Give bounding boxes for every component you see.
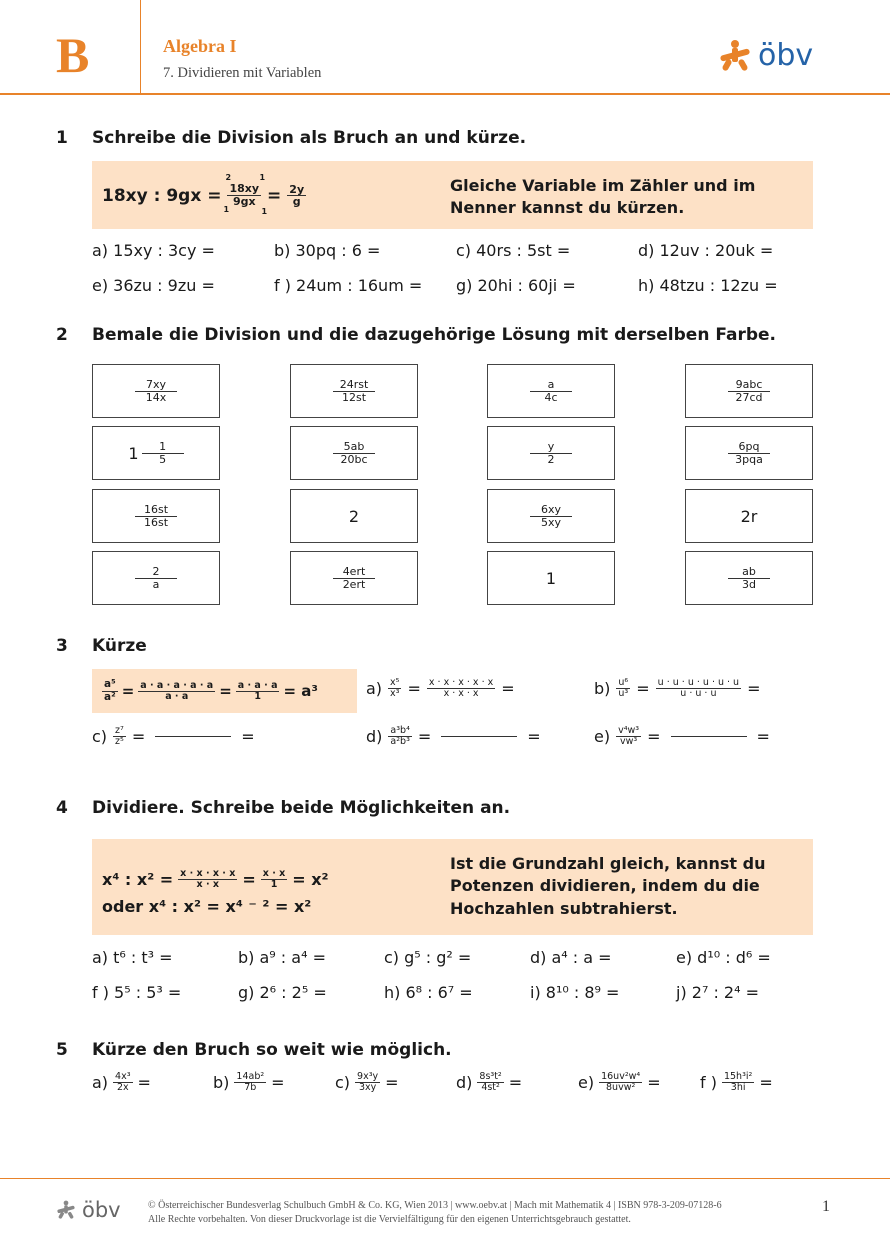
page-subtitle: 7. Dividieren mit Variablen	[163, 65, 322, 81]
exercise-number: 5	[56, 1040, 68, 1060]
match-card[interactable]	[685, 364, 813, 418]
task-item: a) 15xy : 3cy =	[92, 241, 215, 260]
task-item: e) $\frac{\text{v⁴w³}}{\text{vw³}}$ = =	[594, 725, 770, 747]
match-card[interactable]	[92, 364, 220, 418]
hint-text: Ist die Grundzahl gleich, kannst du Potenzen dividieren, indem du die Hochzahlen subtrahierst.	[450, 854, 766, 918]
match-card[interactable]	[290, 489, 418, 543]
match-card[interactable]	[685, 551, 813, 605]
match-card[interactable]	[290, 364, 418, 418]
card-fraction: 5ab 20bc	[333, 441, 375, 465]
card-fraction: 9abc 27cd	[728, 379, 770, 403]
task-item: c) $\frac{\text{9x³y}}{3xy}$ =	[335, 1071, 399, 1093]
match-card[interactable]	[685, 426, 813, 480]
card-whole: 1	[128, 443, 139, 463]
match-card[interactable]	[290, 426, 418, 480]
example-lhs: 18xy : 9gx =	[102, 185, 222, 206]
exercise-instruction: Schreibe die Division als Bruch an und kürze.	[92, 128, 527, 148]
equals-sign: =	[219, 682, 232, 700]
task-item: e) d¹⁰ : d⁶ =	[676, 948, 771, 967]
match-card[interactable]	[487, 426, 615, 480]
logo-text: öbv	[758, 38, 814, 73]
card-fraction: 1 5	[142, 441, 184, 465]
card-fraction: ab 3d	[728, 566, 770, 590]
task-item: h) 6⁸ : 6⁷ =	[384, 983, 473, 1002]
exercise-number: 3	[56, 636, 68, 656]
card-fraction: 6xy 5xy	[530, 504, 572, 528]
fraction: $\frac{\text{a⁵}}{\text{a²}}$	[104, 678, 116, 703]
page-number: 1	[822, 1198, 830, 1215]
task-item: g) 2⁶ : 2⁵ =	[238, 983, 327, 1002]
hint-text: Gleiche Variable im Zähler und im Nenner kannst du kürzen.	[450, 176, 756, 218]
exercise-instruction: Bemale die Division und die dazugehörige Lösung mit derselben Farbe.	[92, 325, 776, 345]
copyright-text: © Österreichischer Bundesverlag Schulbuch GmbH & Co. KG, Wien 2013 | www.oebv.at | Mach mit Mathematik 4 | ISBN 978-3-209-07128-6 Alle Rechte vorbehalten. Von dieser Druckvorlage ist die Vervielfältigung für den eigenen Unterrichtsgebrauch gestattet.	[148, 1200, 722, 1225]
task-item: d) a⁴ : a =	[530, 948, 612, 967]
example-equation-alt: oder x⁴ : x² = x⁴ ⁻ ² = x²	[102, 897, 312, 916]
task-item: g) 20hi : 60ji =	[456, 276, 576, 295]
equals-sign: =	[121, 682, 135, 700]
card-fraction: 2 a	[135, 566, 177, 590]
task-item: a) $\frac{\text{x⁵}}{\text{x³}}$ = $\frac{x \cdot x \cdot x \cdot x \cdot x}{x \cdot x \cdot x}$ =	[366, 677, 515, 699]
example-equation: x⁴ : x² = $\frac{x \cdot x \cdot x \cdot x}{x \cdot x}$ = $\frac{x \cdot x}{1}$ = x²	[102, 868, 329, 890]
cancel-note: 1	[259, 173, 266, 182]
footer-rule	[0, 1178, 890, 1179]
header-rule	[0, 93, 890, 95]
example-box	[92, 161, 813, 229]
task-item: f ) 5⁵ : 5³ =	[92, 983, 182, 1002]
publisher-logo	[718, 38, 813, 73]
exercise-number: 2	[56, 325, 68, 345]
cancel-note: 1	[261, 207, 268, 217]
exercise-number: 1	[56, 128, 68, 148]
result: = a³	[283, 682, 318, 700]
example-equation	[102, 173, 306, 217]
logo-text: öbv	[82, 1198, 121, 1222]
fraction-numerator: 18xy	[229, 182, 260, 195]
exercise-instruction: Dividiere. Schreibe beide Möglichkeiten an.	[92, 798, 511, 818]
match-card[interactable]	[487, 364, 615, 418]
exercise-number: 4	[56, 798, 68, 818]
cancel-note: 1	[223, 205, 230, 215]
example-box	[92, 839, 813, 935]
footer-logo	[56, 1198, 121, 1222]
task-item: i) 8¹⁰ : 8⁹ =	[530, 983, 620, 1002]
page-title: Algebra I	[163, 36, 237, 56]
example-fraction	[223, 173, 268, 217]
card-fraction: 4ert 2ert	[333, 566, 375, 590]
card-value: 2	[348, 506, 360, 526]
exercise-instruction: Kürze	[92, 636, 147, 656]
card-fraction: y 2	[530, 441, 572, 465]
task-item: d) $\frac{\text{8s³t²}}{\text{4st²}}$ =	[456, 1071, 523, 1093]
example-box	[92, 669, 357, 713]
task-item: c) 40rs : 5st =	[456, 241, 571, 260]
result-fraction: $\frac{2y}{g}$	[289, 182, 305, 209]
task-item: b) a⁹ : a⁴ =	[238, 948, 326, 967]
task-item: c) g⁵ : g² =	[384, 948, 472, 967]
card-value: 2r	[740, 506, 758, 526]
match-card[interactable]	[290, 551, 418, 605]
answer-blank[interactable]	[155, 736, 231, 737]
exercise-instruction: Kürze den Bruch so weit wie möglich.	[92, 1040, 452, 1060]
match-card[interactable]	[685, 489, 813, 543]
task-item: b) 30pq : 6 =	[274, 241, 381, 260]
card-value: 1	[545, 568, 557, 588]
task-item: e) 36zu : 9zu =	[92, 276, 215, 295]
fraction: $\frac{a \cdot a \cdot a \cdot a \cdot a}{a \cdot a}$	[140, 679, 214, 702]
answer-blank[interactable]	[441, 736, 517, 737]
task-item: d) 12uv : 20uk =	[638, 241, 774, 260]
section-letter: B	[56, 27, 90, 83]
card-fraction: 6pq 3pqa	[728, 441, 770, 465]
task-item: f ) 24um : 16um =	[274, 276, 423, 295]
task-item: b) $\frac{\text{u⁶}}{\text{u³}}$ = $\frac{u \cdot u \cdot u \cdot u \cdot u \cdot u}{u \cdot u \cdot u}$ =	[594, 677, 761, 699]
fraction-denominator: 9gx	[232, 195, 256, 209]
card-fraction: 24rst 12st	[333, 379, 375, 403]
cancel-note: 2	[225, 173, 232, 182]
match-card[interactable]	[487, 551, 615, 605]
match-card[interactable]	[92, 426, 220, 480]
card-fraction: 16st 16st	[135, 504, 177, 528]
task-item: b) $\frac{\text{14ab²}}{7b}$ =	[213, 1071, 285, 1093]
equals-sign: =	[267, 185, 282, 206]
match-card[interactable]	[487, 489, 615, 543]
star-logo-icon	[56, 1200, 76, 1220]
task-item: d) $\frac{\text{a³b⁴}}{\text{a²b³}}$ = =	[366, 725, 541, 747]
fraction: $\frac{a \cdot a \cdot a}{1}$	[237, 679, 278, 702]
task-item: a) $\frac{\text{4x³}}{2x}$ =	[92, 1071, 151, 1093]
task-item: j) 2⁷ : 2⁴ =	[676, 983, 760, 1002]
task-item: e) 16uv²w⁴ 8uvw² =	[578, 1071, 661, 1093]
task-item: f ) $\frac{\text{15h³i²}}{3hi}$ =	[700, 1071, 773, 1093]
task-item: c) $\frac{\text{z⁷}}{\text{z⁵}}$ = =	[92, 725, 255, 747]
card-fraction: 7xy 14x	[135, 379, 177, 403]
header-divider	[140, 0, 141, 94]
match-card[interactable]	[92, 551, 220, 605]
answer-blank[interactable]	[671, 736, 747, 737]
task-item: a) t⁶ : t³ =	[92, 948, 173, 967]
match-card[interactable]	[92, 489, 220, 543]
card-fraction: a 4c	[530, 379, 572, 403]
task-item: h) 48tzu : 12zu =	[638, 276, 778, 295]
star-logo-icon	[718, 39, 752, 73]
